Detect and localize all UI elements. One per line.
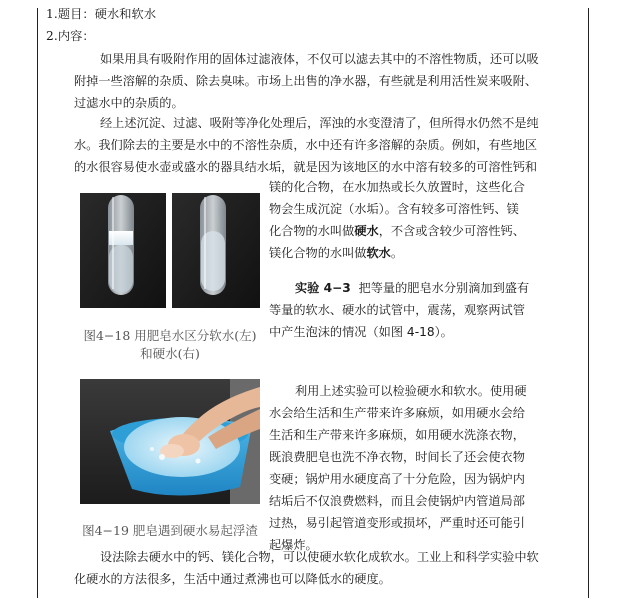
- figure-4-19-photo: [80, 379, 260, 504]
- p2-line-3: 的水很容易使水壶或盛水的器具结水垢，就是因为该地区的水中溶有较多的可溶性钙和: [74, 160, 538, 174]
- paragraph-3: [269, 380, 527, 556]
- fig18-caption-line-1: 图4−18 用肥皂水区分软水(左): [83, 328, 257, 343]
- content-label: 2.内容：: [46, 29, 95, 43]
- p2-line-1: 经上述沉淀、过滤、吸附等净化处理后，浑浊的水变澄清了，但所得水仍然不是纯: [100, 116, 539, 130]
- p3-line-6: 结垢后不仅浪费燃料，而且会使锅炉内管道局部: [269, 494, 525, 508]
- page-frame-left: [37, 8, 38, 598]
- p2r-line-4-tail: 。: [390, 246, 404, 260]
- hard-water-term: 硬水: [354, 224, 379, 238]
- p3-line-3: 生活和生产带来许多麻烦，如用硬水洗涤衣物，: [269, 428, 525, 442]
- paragraph-4: [74, 546, 539, 590]
- page-frame-right: [588, 8, 589, 598]
- p2r-line-3-text: 化合物的水叫做: [269, 224, 355, 238]
- experiment-label: 实验 4−3: [295, 281, 351, 295]
- experiment-line-1: [269, 277, 529, 299]
- p2r-line-3: [269, 220, 525, 242]
- p3-line-2: 水会给生活和生产带来许多麻烦，如用硬水会给: [269, 406, 525, 420]
- p4-line-2: 化硬水的方法很多，生活中通过煮沸也可以降低水的硬度。: [74, 572, 391, 586]
- p2r-line-2: 物会生成沉淀（水垢）。含有较多可溶性钙、镁: [269, 202, 519, 216]
- paragraph-2-continued: [269, 176, 525, 264]
- basin-washing-image: [80, 379, 260, 504]
- p1-line-2: 附掉一些溶解的杂质、除去臭味。市场上出售的净水器，有些就是利用活性炭来吸附、: [74, 74, 538, 88]
- p3-line-4: 既浪费肥皂也洗不净衣物，时间长了还会使衣物: [269, 450, 525, 464]
- test-tubes-image: [80, 193, 260, 308]
- experiment-line-1-text: 把等量的肥皂水分别滴加到盛有: [358, 281, 530, 295]
- paragraph-2: [74, 112, 539, 178]
- experiment-4-3: [269, 277, 529, 343]
- experiment-line-2: 等量的软水、硬水的试管中，震荡，观察两试管: [269, 303, 525, 317]
- figure-4-18-caption: [80, 327, 260, 363]
- fig18-caption-line-2: 和硬水(右): [140, 346, 200, 361]
- title-heading: 1.题目：硬水和软水: [46, 7, 157, 21]
- p2r-line-4-text: 镁化合物的水叫做: [269, 246, 367, 260]
- p2r-line-3-tail: ，不含或含较少可溶性钙、: [378, 224, 525, 238]
- p1-line-1: 如果用具有吸附作用的固体过滤液体，不仅可以滤去其中的不溶性物质，还可以吸: [100, 52, 539, 66]
- p2r-line-4: [269, 242, 525, 264]
- soft-water-term: 软水: [366, 246, 391, 260]
- p2-line-2: 水。我们除去的主要是水中的不溶性杂质，水中还有许多溶解的杂质。例如，有些地区: [74, 138, 538, 152]
- p3-line-8: 起爆炸。: [269, 538, 318, 552]
- p4-line-1: 设法除去硬水中的钙、镁化合物，可以使硬水软化成软水。工业上和科学实验中软: [100, 550, 539, 564]
- experiment-line-3: 中产生泡沫的情况（如图 4-18）。: [269, 325, 453, 339]
- p1-line-3: 过滤水中的杂质的。: [74, 96, 184, 110]
- p2r-line-1: 镁的化合物，在水加热或长久放置时，这些化合: [269, 180, 525, 194]
- p3-line-5: 变硬；锅炉用水硬度高了十分危险，因为锅炉内: [269, 472, 525, 486]
- p3-line-7: 过热，易引起管道变形或损坏，严重时还可能引: [269, 516, 525, 530]
- figure-4-18-photo: [80, 193, 260, 308]
- p3-line-1: 利用上述实验可以检验硬水和软水。使用硬: [295, 384, 527, 398]
- figure-4-19-caption: 图4−19 肥皂遇到硬水易起浮渣: [82, 523, 258, 538]
- paragraph-1: [74, 48, 539, 114]
